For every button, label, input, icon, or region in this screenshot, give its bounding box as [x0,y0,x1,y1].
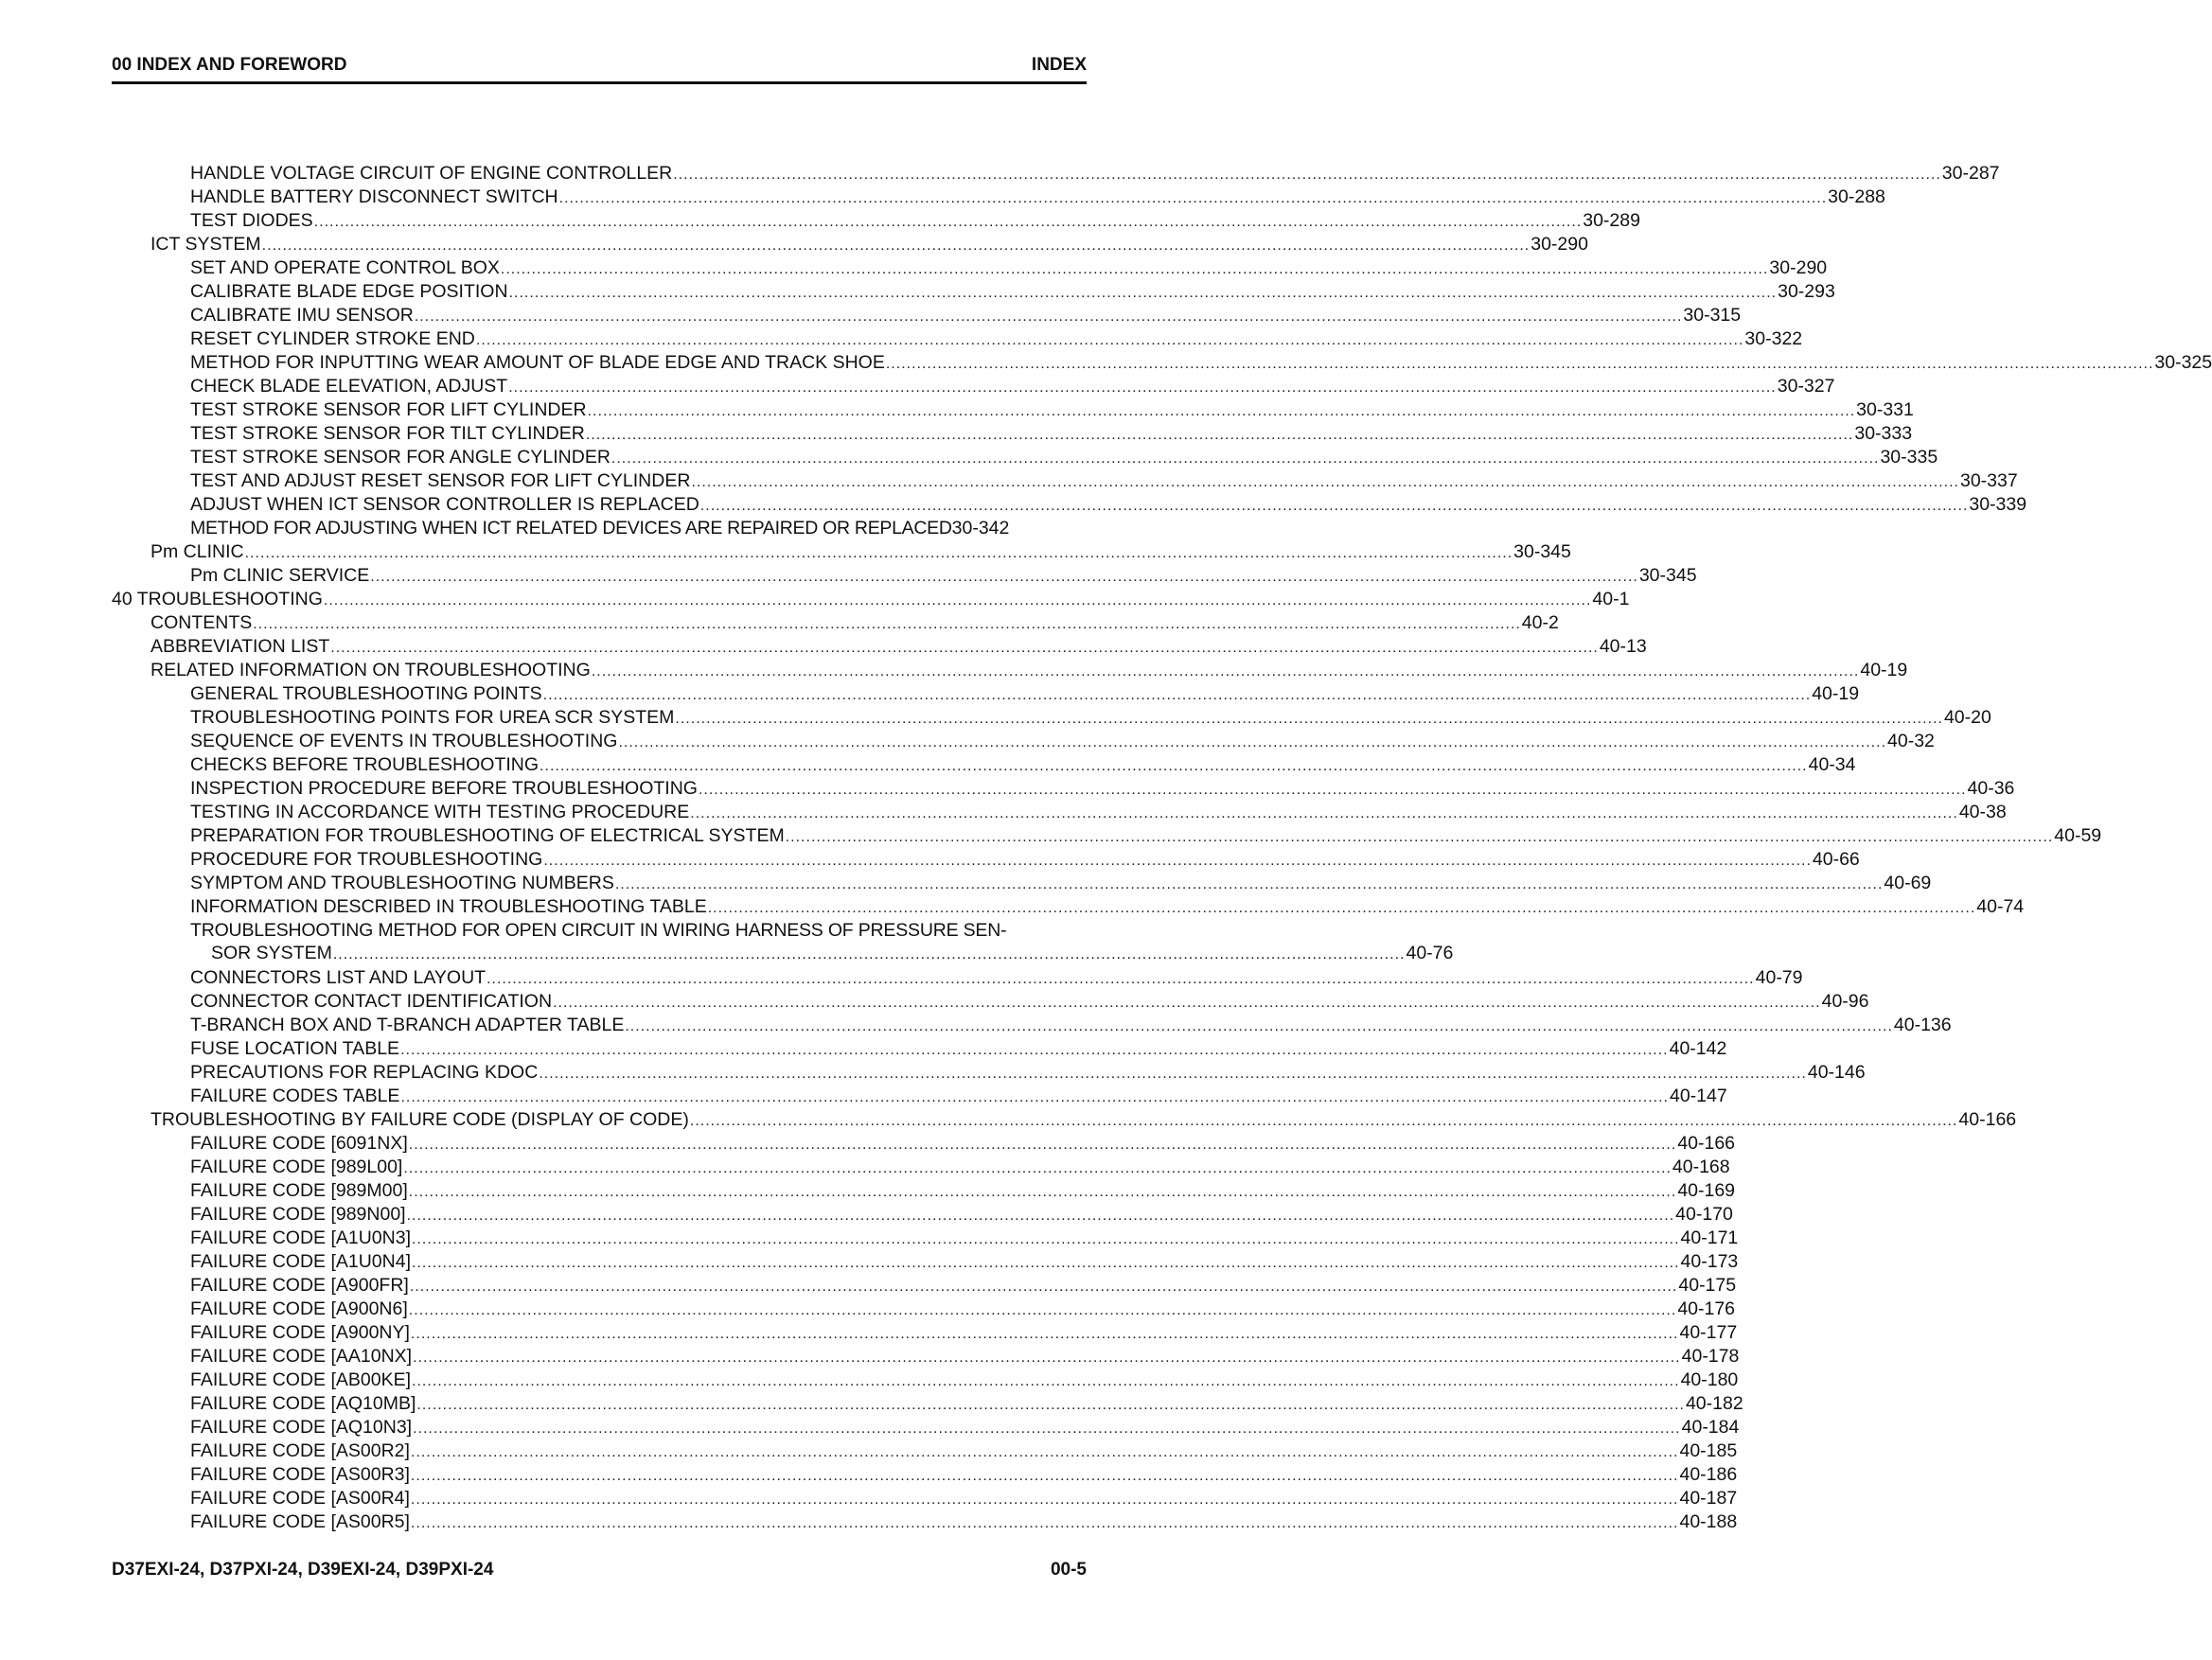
entry-title: FAILURE CODE [AA10NX] [190,1346,413,1367]
entry-title: CHECK BLADE ELEVATION, ADJUST [190,376,508,397]
entry-title: CHECKS BEFORE TROUBLESHOOTING [190,754,540,775]
entry-title: FAILURE CODE [AS00R5] [190,1511,410,1532]
index-entry[interactable] [112,422,1913,446]
index-entry[interactable] [112,517,1087,540]
entry-page: 40-96 [1821,991,1869,1012]
page-footer [112,1560,1087,1582]
index-entry[interactable] [112,1510,1738,1534]
index-entry[interactable] [112,753,1856,777]
entry-title: RELATED INFORMATION ON TROUBLESHOOTING [150,660,591,680]
entry-page: 40-146 [1807,1062,1866,1083]
index-entry[interactable] [112,1369,1739,1392]
entry-title: ABBREVIATION LIST [150,636,330,657]
entry-page: 40-74 [1976,896,2025,917]
entry-title: FAILURE CODE [A1U0N3] [190,1227,411,1248]
index-entry[interactable] [112,280,1835,304]
entry-page: 40-19 [1812,683,1860,704]
entry-page: 40-36 [1967,778,2015,799]
entry-title: ADJUST WHEN ICT SENSOR CONTROLLER IS REPLACED [190,494,699,515]
entry-title: METHOD FOR ADJUSTING WHEN ICT RELATED DEVICES ARE REPAIRED OR REPLACED [190,518,952,539]
entry-page: 30-293 [1778,281,1835,302]
entry-title: TESTING IN ACCORDANCE WITH TESTING PROCEDURE [190,802,690,822]
entry-title: HANDLE VOLTAGE CIRCUIT OF ENGINE CONTROLLER [190,163,673,184]
entry-title: TEST AND ADJUST RESET SENSOR FOR LIFT CYLINDER [190,470,691,491]
index-entry[interactable] [112,966,1803,990]
entry-page: 30-290 [1531,234,1588,255]
entry-title: FAILURE CODE [AS00R4] [190,1488,410,1509]
entry-title: SEQUENCE OF EVENTS IN TROUBLESHOOTING [190,731,618,751]
index-entry[interactable] [112,659,1908,682]
entry-title: PRECAUTIONS FOR REPLACING KDOC [190,1062,539,1083]
entry-page: 40-182 [1685,1393,1743,1414]
entry-title: CALIBRATE BLADE EDGE POSITION [190,281,508,302]
footer-page-number: 00-5 [1050,1560,1087,1580]
entry-page: 40-13 [1599,636,1647,657]
index-entry[interactable] [112,1416,1740,1439]
index-entry[interactable] [112,611,1559,635]
index-entry[interactable] [112,1345,1740,1369]
entry-title: SYMPTOM AND TROUBLESHOOTING NUMBERS [190,873,614,893]
index-entry[interactable] [112,493,2027,517]
entry-page: 40-170 [1675,1204,1733,1225]
entry-page: 40-34 [1808,754,1856,775]
entry-page: 40-1 [1592,589,1630,609]
entry-title: GENERAL TROUBLESHOOTING POINTS [190,683,542,704]
entry-page: 40-79 [1755,967,1803,988]
index-entry[interactable] [112,1250,1739,1274]
entry-page: 40-169 [1677,1180,1736,1201]
entry-title: HANDLE BATTERY DISCONNECT SWITCH [190,186,558,207]
index-entry[interactable] [112,1108,2017,1132]
index-entry[interactable] [112,824,2102,848]
header-index-label: INDEX [1031,55,1087,75]
entry-title: FAILURE CODE [AQ10N3] [190,1417,413,1438]
entry-title: FAILURE CODE [A900NY] [190,1322,410,1343]
index-entry[interactable] [112,469,2018,493]
index-entry[interactable] [112,919,1087,943]
entry-page: 40-20 [1943,707,1991,728]
entry-page: 40-32 [1887,731,1935,751]
entry-page: 40-173 [1680,1251,1739,1272]
index-entry[interactable] [112,1487,1738,1510]
entry-title: T-BRANCH BOX AND T-BRANCH ADAPTER TABLE [190,1015,625,1035]
entry-page: 40-177 [1679,1322,1738,1343]
index-entry[interactable] [112,682,1860,706]
index-entry[interactable] [112,1321,1738,1345]
index-entry[interactable] [112,777,2015,801]
entry-page: 30-331 [1856,399,1914,420]
entry-title: INFORMATION DESCRIBED IN TROUBLESHOOTING TABLE [190,896,707,917]
entry-title: CONNECTOR CONTACT IDENTIFICATION [190,991,553,1012]
entry-title: CONNECTORS LIST AND LAYOUT [190,967,487,988]
entry-title: TEST STROKE SENSOR FOR LIFT CYLINDER [190,399,587,420]
entry-page: 30-339 [1969,494,2027,515]
entry-page: 40-175 [1678,1275,1737,1296]
entry-page: 40-136 [1893,1015,1952,1035]
entry-title: FAILURE CODE [989L00] [190,1157,403,1177]
index-entry[interactable] [112,872,1932,895]
entry-page: 40-166 [1677,1133,1736,1154]
entry-title: TEST DIODES [190,210,313,231]
index-entry[interactable] [112,1439,1738,1463]
index-entry[interactable] [112,588,1630,611]
entry-title: FAILURE CODE [A1U0N4] [190,1251,411,1272]
entry-title: CALIBRATE IMU SENSOR [190,305,414,326]
entry-page: 40-76 [1406,943,1454,963]
index-entry[interactable] [112,1061,1866,1085]
entry-title: FAILURE CODE [989M00] [190,1180,408,1201]
entry-page: 30-345 [1638,565,1697,586]
entry-title: FAILURE CODE [AQ10MB] [190,1393,416,1414]
entry-title: FAILURE CODE [AS00R2] [190,1440,410,1461]
index-entry[interactable] [112,185,1885,209]
entry-page: 40-38 [1958,802,2007,822]
entry-title: FAILURE CODE [AB00KE] [190,1369,412,1390]
entry-page: 30-333 [1854,423,1913,444]
index-entry[interactable] [112,1156,1730,1179]
index-entry[interactable] [112,1179,1736,1203]
entry-title: FAILURE CODE [6091NX] [190,1133,408,1154]
index-entry[interactable] [112,304,1742,327]
index-entry[interactable] [112,895,2025,919]
entry-title: TROUBLESHOOTING BY FAILURE CODE (DISPLAY OF CODE) [150,1109,689,1130]
index-entry[interactable] [112,848,1860,872]
index-entry[interactable] [112,233,1588,256]
index-entry[interactable] [112,801,2007,824]
entry-page: 30-315 [1683,305,1742,326]
entry-page: 40-187 [1679,1488,1738,1509]
entry-title: TEST STROKE SENSOR FOR TILT CYLINDER [190,423,585,444]
entry-page: 30-335 [1880,447,1938,468]
entry-title: TEST STROKE SENSOR FOR ANGLE CYLINDER [190,447,611,468]
entry-page: 40-2 [1521,612,1559,633]
entry-title: FAILURE CODE [AS00R3] [190,1464,410,1485]
entry-page: 40-186 [1679,1464,1738,1485]
page-header [112,55,1087,84]
index-entry[interactable] [112,540,1571,564]
entry-title: Pm CLINIC SERVICE [190,565,370,586]
index-entry[interactable] [112,398,1914,422]
index-entry[interactable] [112,446,1938,469]
entry-title: PREPARATION FOR TROUBLESHOOTING OF ELECTRICAL SYSTEM [190,825,785,846]
entry-title: RESET CYLINDER STROKE END [190,328,475,349]
index-entry[interactable] [112,564,1697,588]
index-entry[interactable] [112,375,1835,398]
index-entry[interactable] [112,209,1640,233]
entry-title: METHOD FOR INPUTTING WEAR AMOUNT OF BLADE EDGE AND TRACK SHOE [190,352,885,373]
entry-page: 40-188 [1679,1511,1738,1532]
index-entry[interactable] [112,1298,1736,1321]
index-entry[interactable] [112,730,1935,753]
index-entry[interactable] [112,351,2212,375]
entry-title: 40 TROUBLESHOOTING [112,589,323,609]
entry-title-continuation: SOR SYSTEM [211,943,332,963]
entry-page: 40-185 [1679,1440,1738,1461]
index-entry[interactable] [112,1037,1727,1061]
entry-page: 40-19 [1860,660,1908,680]
index-entry[interactable] [112,1014,1952,1037]
entry-title: FAILURE CODE [A900FR] [190,1275,409,1296]
entry-title: FAILURE CODE [989N00] [190,1204,406,1225]
index-entry[interactable] [112,327,1803,351]
section-title: 00 INDEX AND FOREWORD [112,55,347,75]
entry-page: 30-337 [1959,470,2018,491]
index-entry[interactable] [112,1274,1737,1298]
entry-title: Pm CLINIC [150,541,244,562]
entry-page: 40-171 [1680,1227,1739,1248]
entry-title: FAILURE CODE [A900N6] [190,1298,408,1319]
entry-page: 40-184 [1681,1417,1740,1438]
entry-page: 40-59 [2054,825,2102,846]
entry-title: SET AND OPERATE CONTROL BOX [190,257,500,278]
entry-title: ICT SYSTEM [150,234,261,255]
index-list [112,162,2212,1534]
entry-page: 40-142 [1669,1038,1727,1059]
entry-page: 30-325 [2154,352,2212,373]
entry-page: 30-342 [951,518,1010,539]
entry-page: 30-322 [1744,328,1803,349]
index-entry[interactable] [112,635,1647,659]
index-entry[interactable] [112,1085,1727,1108]
entry-title: FUSE LOCATION TABLE [190,1038,400,1059]
entry-title: INSPECTION PROCEDURE BEFORE TROUBLESHOOTING [190,778,698,799]
entry-page: 30-327 [1777,376,1835,397]
index-entry-continuation[interactable]: SOR SYSTEM ................................................................................................................................................................................................................ 40-76 [211,943,1454,963]
index-entry[interactable] [112,1203,1733,1227]
entry-page: 30-290 [1769,257,1828,278]
entry-title: TROUBLESHOOTING POINTS FOR UREA SCR SYSTEM [190,707,675,728]
footer-models: D37EXI-24, D37PXI-24, D39EXI-24, D39PXI-24 [112,1560,494,1580]
index-entry[interactable] [112,162,2000,185]
entry-page: 30-287 [1941,163,2000,184]
entry-title: FAILURE CODES TABLE [190,1086,400,1106]
entry-page: 40-66 [1812,849,1860,870]
index-entry[interactable] [112,706,1991,730]
entry-page: 30-345 [1513,541,1571,562]
entry-page: 30-289 [1583,210,1640,231]
entry-title: TROUBLESHOOTING METHOD FOR OPEN CIRCUIT IN WIRING HARNESS OF PRESSURE SEN- [190,920,1007,941]
index-entry[interactable] [112,1132,1736,1156]
entry-page: 40-168 [1672,1157,1730,1177]
entry-page: 40-176 [1677,1298,1736,1319]
entry-title: PROCEDURE FOR TROUBLESHOOTING [190,849,543,870]
index-entry[interactable] [112,990,1869,1014]
index-entry[interactable] [112,1392,1743,1416]
entry-page: 40-178 [1681,1346,1740,1367]
index-entry[interactable] [112,256,1828,280]
entry-page: 40-69 [1884,873,1932,893]
entry-page: 40-180 [1680,1369,1739,1390]
entry-page: 40-166 [1958,1109,2017,1130]
index-entry[interactable] [112,1463,1738,1487]
entry-page: 30-288 [1828,186,1885,207]
entry-title: CONTENTS [150,612,253,633]
entry-page: 40-147 [1669,1086,1727,1106]
index-entry[interactable] [112,1227,1739,1250]
